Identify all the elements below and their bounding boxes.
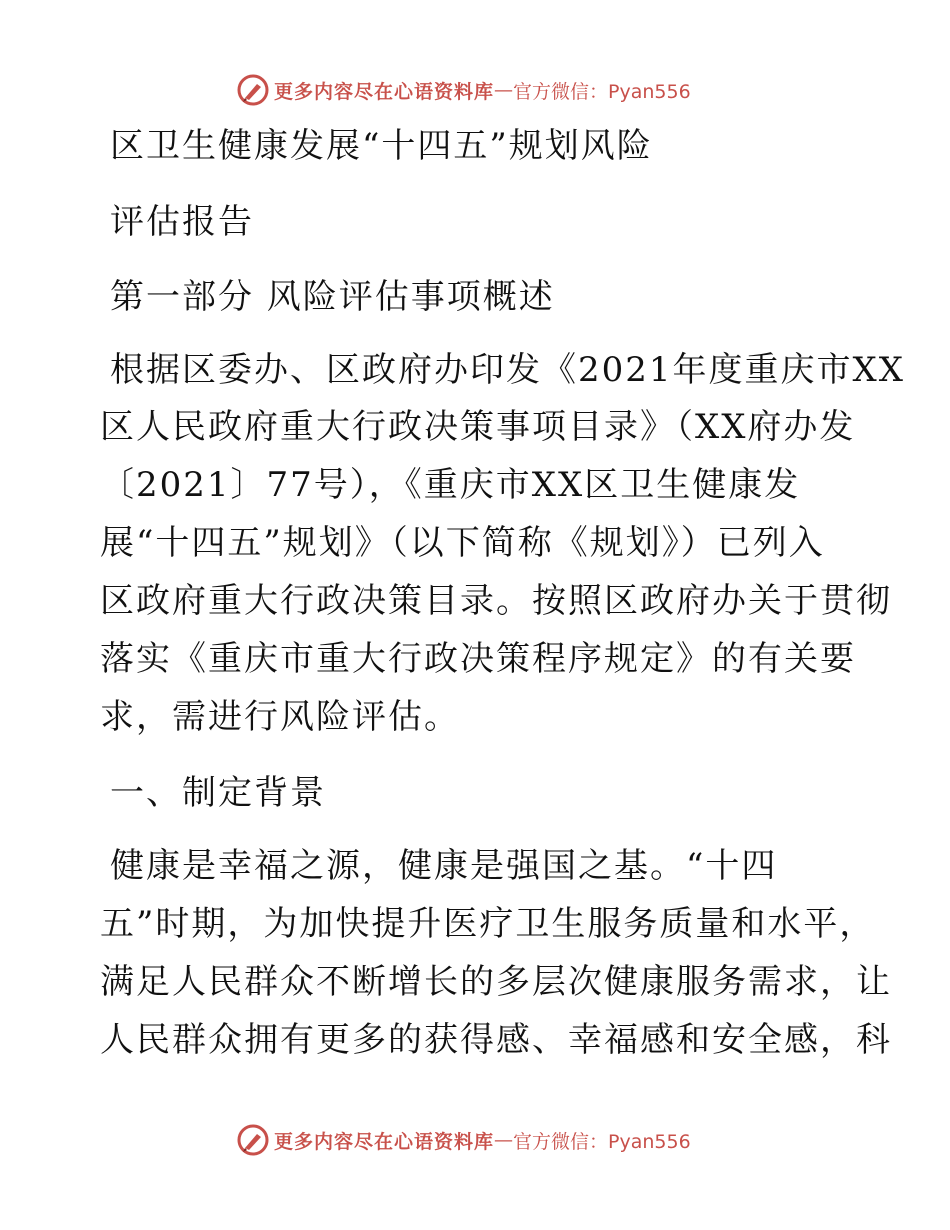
- watermark-wechat-text: 官方微信：Pyan556: [513, 1130, 691, 1153]
- pen-logo-icon: [236, 1123, 270, 1157]
- watermark-site-text: 更多内容尽在心语资料库: [274, 1130, 495, 1153]
- paragraph-line: 求，需进行风险评估。: [100, 697, 460, 737]
- watermark-separator: —: [494, 1129, 514, 1151]
- document-title-line1: 区卫生健康发展“十四五”规划风险: [110, 126, 653, 166]
- watermark-site-text: 更多内容尽在心语资料库: [274, 80, 495, 103]
- watermark-wechat-text: 官方微信：Pyan556: [513, 80, 691, 103]
- paragraph-line: 展“十四五”规划》（以下简称《规划》）已列入: [100, 523, 825, 563]
- paragraph-line: 〔2021〕77号），《重庆市XX区卫生健康发: [100, 465, 801, 505]
- paragraph-line: 区政府重大行政决策目录。按照区政府办关于贯彻: [100, 581, 892, 621]
- paragraph-line: 区人民政府重大行政决策事项目录》（XX府办发: [100, 407, 856, 447]
- paragraph-line: 满足人民群众不断增长的多层次健康服务需求，让: [100, 962, 892, 1002]
- part-heading: 第一部分 风险评估事项概述: [110, 277, 555, 317]
- document-title-line2: 评估报告: [110, 202, 254, 242]
- watermark-banner-top: [236, 72, 691, 108]
- section-heading: 一、制定背景: [110, 773, 326, 813]
- watermark-banner-bottom: [236, 1122, 691, 1158]
- paragraph-line: 五”时期，为加快提升医疗卫生服务质量和水平，: [100, 904, 876, 944]
- paragraph-line: 人民群众拥有更多的获得感、幸福感和安全感，科: [100, 1020, 892, 1060]
- pen-logo-icon: [236, 73, 270, 107]
- paragraph-line: 根据区委办、区政府办印发《2021年度重庆市XX: [110, 350, 905, 390]
- paragraph-line: 落实《重庆市重大行政决策程序规定》的有关要: [100, 639, 856, 679]
- paragraph-line: 健康是幸福之源，健康是强国之基。“十四: [110, 846, 778, 886]
- watermark-separator: —: [494, 79, 514, 101]
